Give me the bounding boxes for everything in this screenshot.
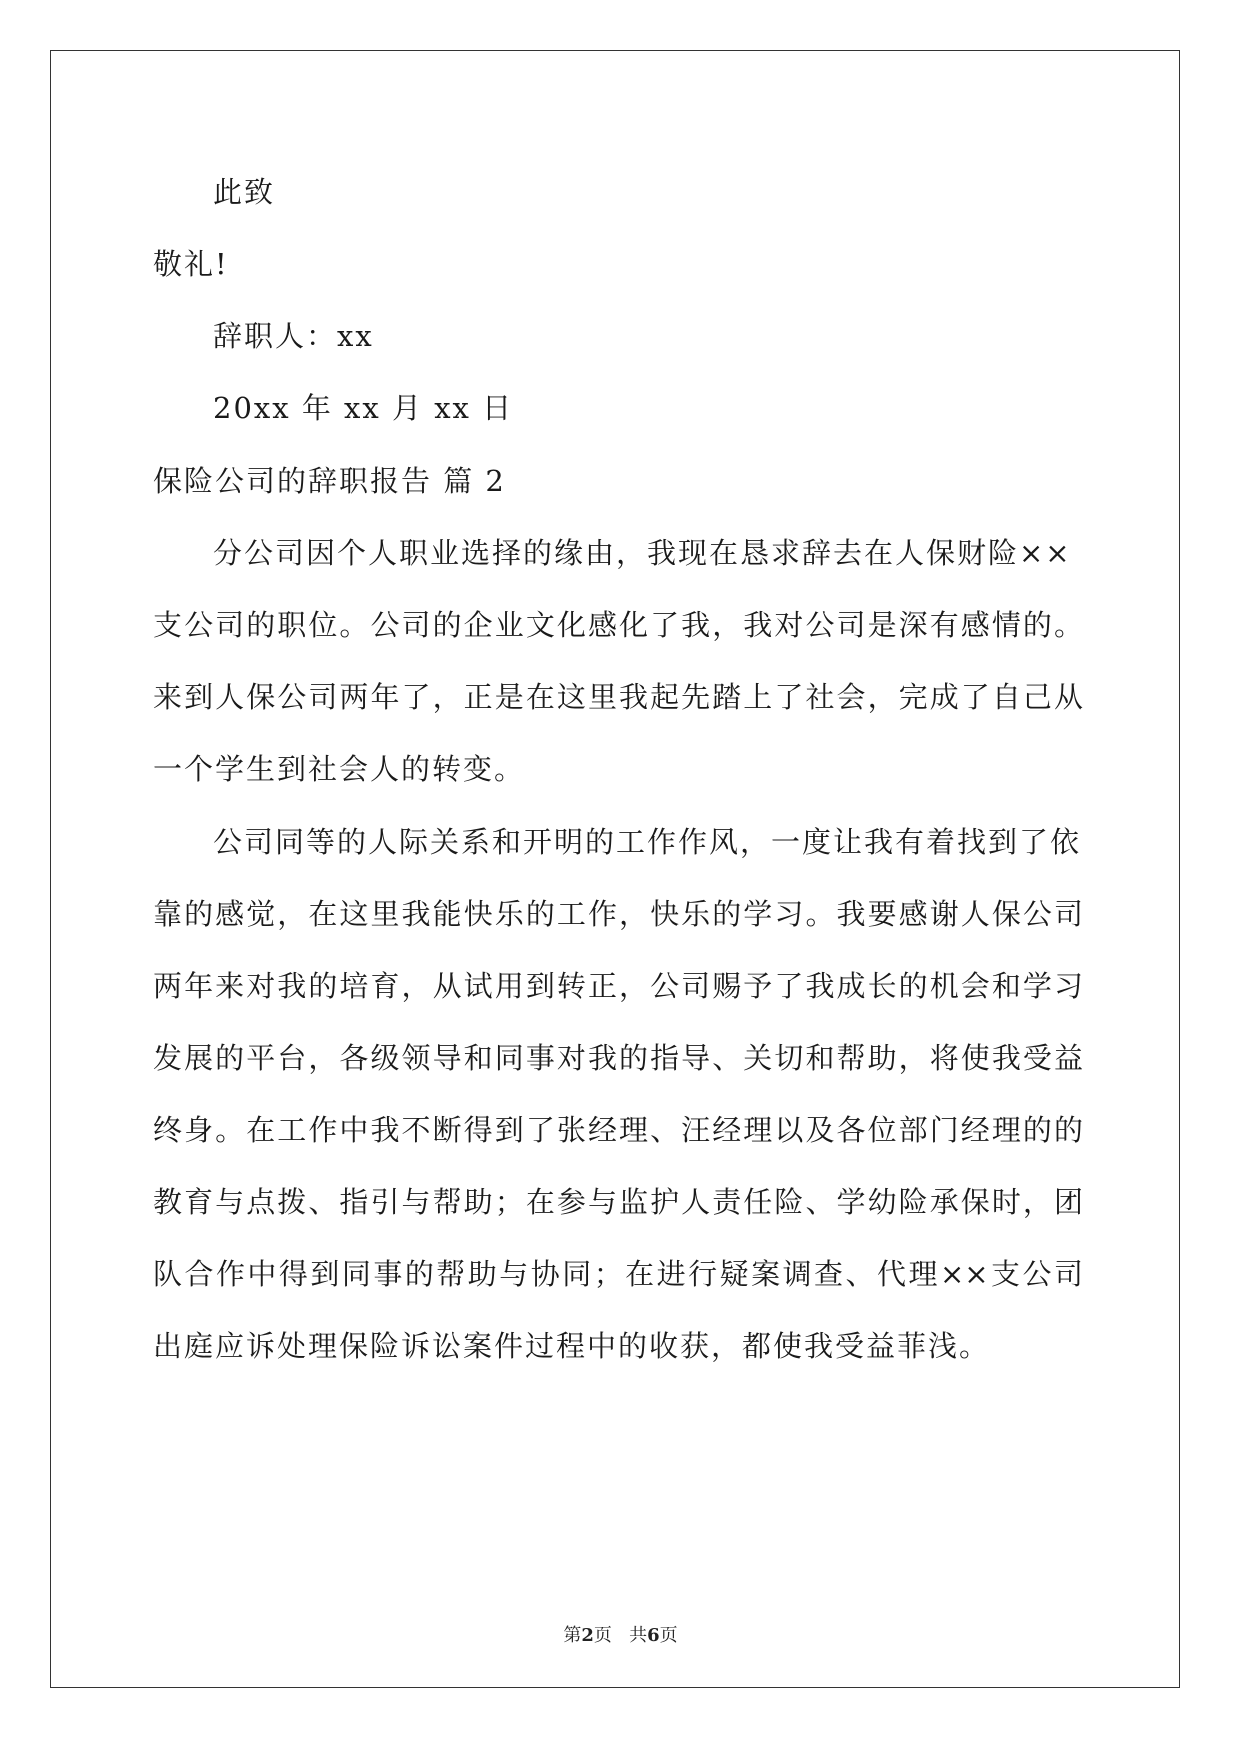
- paragraph-line: 支公司的职位。公司的企业文化感化了我，我对公司是深有感情的。: [153, 608, 1083, 642]
- paragraph-line: 公司同等的人际关系和开明的工作作风，一度让我有着找到了依: [213, 825, 1082, 859]
- paragraph-line: 靠的感觉，在这里我能快乐的工作，快乐的学习。我要感谢人保公司: [153, 897, 1083, 931]
- paragraph-line: 终身。在工作中我不断得到了张经理、汪经理以及各位部门经理的的: [153, 1113, 1083, 1147]
- page-border: [50, 50, 1180, 1688]
- footer-suffix: 页: [659, 1625, 678, 1646]
- paragraph-line: 教育与点拨、指引与帮助；在参与监护人责任险、学幼险承保时，团: [153, 1185, 1083, 1219]
- paragraph-line: 两年来对我的培育，从试用到转正，公司赐予了我成长的机会和学习: [153, 969, 1083, 1003]
- signer: 辞职人：xx: [213, 319, 374, 353]
- paragraph-line: 发展的平台，各级领导和同事对我的指导、关切和帮助，将使我受益: [153, 1041, 1083, 1075]
- total-page-number: 6: [647, 1625, 660, 1646]
- footer-middle: 页 共: [593, 1625, 648, 1646]
- paragraph-line: 分公司因个人职业选择的缘由，我现在恳求辞去在人保财险××: [213, 536, 1072, 570]
- date: 20xx 年 xx 月 xx 日: [213, 391, 514, 425]
- paragraph-line: 队合作中得到同事的帮助与协同；在进行疑案调查、代理××支公司: [153, 1257, 1083, 1291]
- paragraph-line: 出庭应诉处理保险诉讼案件过程中的收获，都使我受益菲浅。: [153, 1329, 991, 1363]
- salutation: 此致: [213, 175, 276, 209]
- section-title: 保险公司的辞职报告 篇 2: [153, 464, 506, 498]
- current-page-number: 2: [581, 1625, 594, 1646]
- footer-prefix: 第: [563, 1625, 582, 1646]
- paragraph-line: 一个学生到社会人的转变。: [153, 752, 526, 786]
- paragraph-line: 来到人保公司两年了，正是在这里我起先踏上了社会，完成了自己从: [153, 680, 1083, 714]
- regards: 敬礼!: [153, 247, 229, 281]
- page-number-footer: [0, 1624, 1241, 1648]
